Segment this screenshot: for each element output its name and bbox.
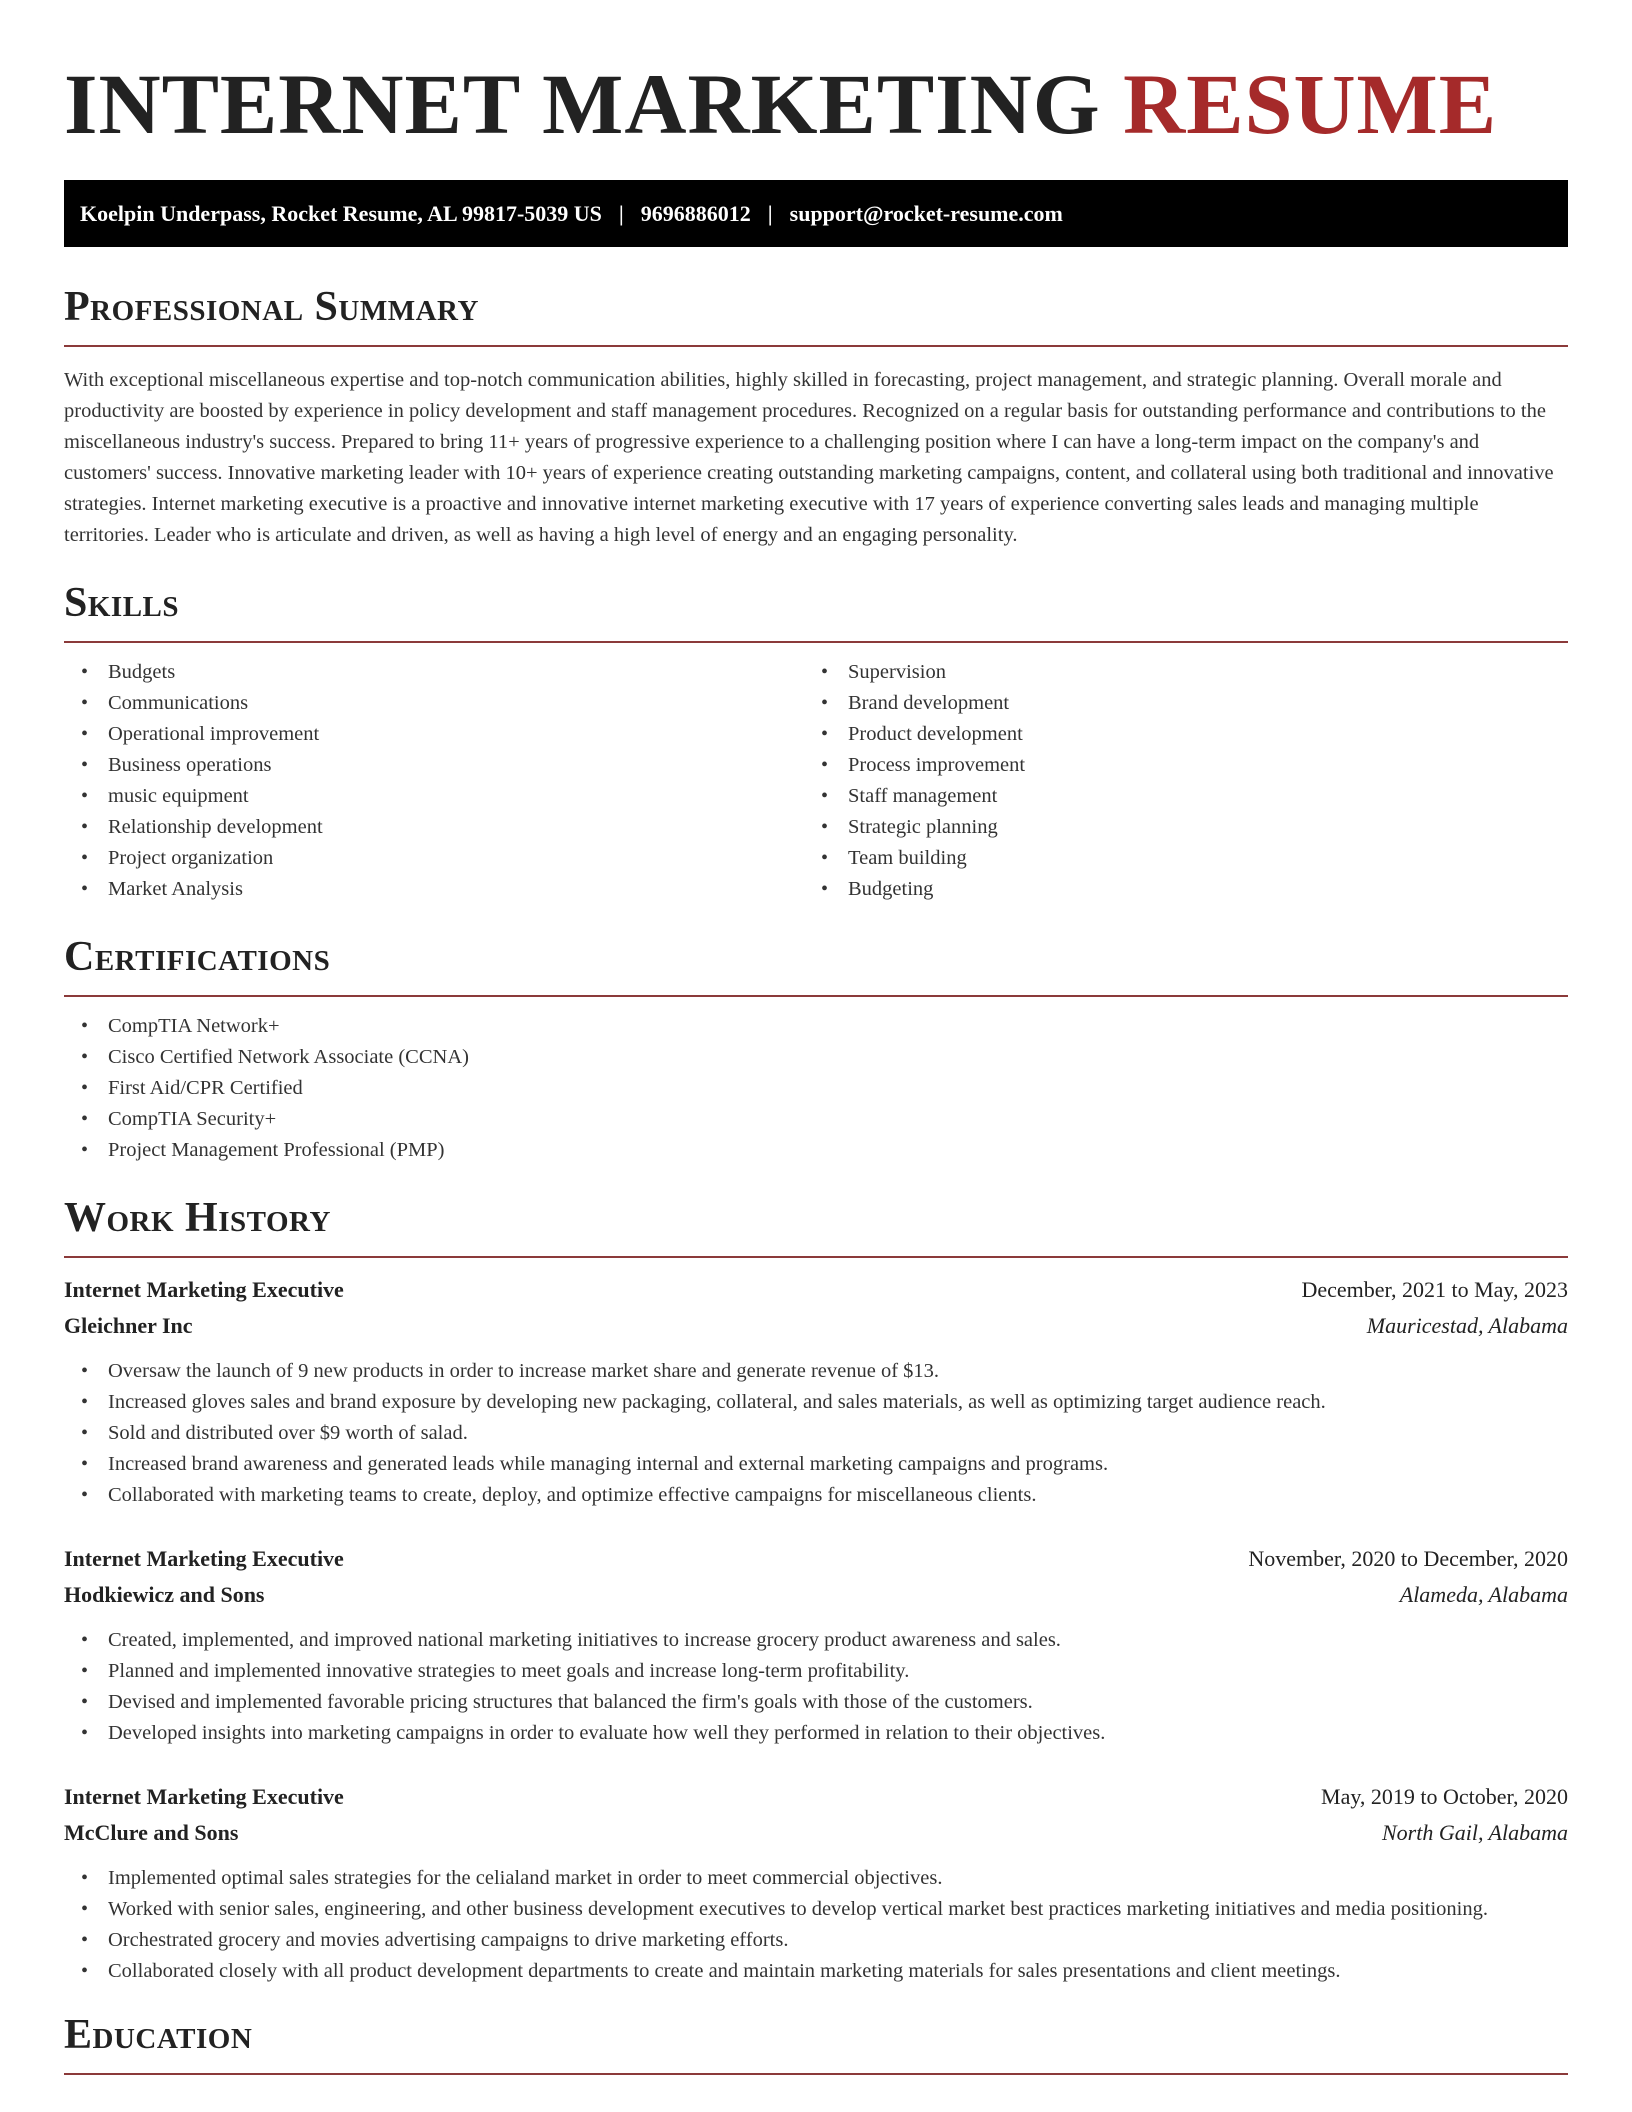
skill-item: • Operational improvement: [64, 719, 804, 750]
job-title: Internet Marketing Executive: [64, 1546, 344, 1571]
job-title: Internet Marketing Executive: [64, 1277, 344, 1302]
job-bullet: • Created, implemented, and improved national marketing initiatives to increase grocery product awareness and sales.: [64, 1625, 1568, 1656]
job-dates: November, 2020 to December, 2020: [1248, 1546, 1568, 1571]
skill-item: • Brand development: [804, 688, 1544, 719]
job-subheader: [64, 1577, 1568, 1613]
job-bullets: [64, 1356, 1568, 1511]
contact-address: Koelpin Underpass, Rocket Resume, AL 99817-5039 US: [80, 200, 602, 226]
section-divider: [64, 1256, 1568, 1258]
certification-item: • Cisco Certified Network Associate (CCNA): [64, 1042, 1568, 1073]
job-bullet: • Developed insights into marketing campaigns in order to evaluate how well they performed in relation to their objectives.: [64, 1718, 1568, 1749]
education-heading: Education: [64, 2012, 253, 2058]
job-header: [64, 1541, 1568, 1577]
certification-item: • CompTIA Network+: [64, 1011, 1568, 1042]
skill-item: • Product development: [804, 719, 1544, 750]
job-bullet: • Planned and implemented innovative strategies to meet goals and increase long-term profitability.: [64, 1656, 1568, 1687]
job-entry: [64, 1272, 1568, 1511]
job-bullet: • Sold and distributed over $9 worth of salad.: [64, 1418, 1568, 1449]
job-location: North Gail, Alabama: [1381, 1820, 1568, 1845]
section-divider: [64, 995, 1568, 997]
skill-item: • Supervision: [804, 657, 1544, 688]
certifications-heading: Certifications: [64, 934, 331, 980]
job-dates: December, 2021 to May, 2023: [1301, 1277, 1568, 1302]
certifications-list: [64, 1011, 1568, 1166]
skills-grid: [64, 657, 1568, 905]
job-company: Hodkiewicz and Sons: [64, 1582, 265, 1607]
job-subheader: [64, 1308, 1568, 1344]
title-accent: RESUME: [1123, 56, 1498, 152]
section-divider: [64, 641, 1568, 643]
section-divider: [64, 345, 1568, 347]
job-location: Alameda, Alabama: [1399, 1582, 1568, 1607]
job-bullet: • Orchestrated grocery and movies advertising campaigns to drive marketing efforts.: [64, 1925, 1568, 1956]
job-bullet: • Oversaw the launch of 9 new products in order to increase market share and generate revenue of $13.: [64, 1356, 1568, 1387]
section-divider: [64, 2073, 1568, 2075]
contact-email[interactable]: support@rocket-resume.com: [789, 200, 1063, 226]
skill-item: • Staff management: [804, 781, 1544, 812]
skill-item: • Project organization: [64, 843, 804, 874]
job-header: [64, 1779, 1568, 1815]
contact-phone[interactable]: 9696886012: [640, 200, 751, 226]
skill-item: • music equipment: [64, 781, 804, 812]
resume-title: [64, 0, 1568, 152]
education-section: [64, 2011, 1568, 2075]
skill-item: • Market Analysis: [64, 874, 804, 905]
title-main: INTERNET MARKETING: [64, 56, 1101, 152]
job-company: Gleichner Inc: [64, 1313, 193, 1338]
job-company: McClure and Sons: [64, 1820, 239, 1845]
job-dates: May, 2019 to October, 2020: [1321, 1784, 1568, 1809]
skill-item: • Communications: [64, 688, 804, 719]
skill-item: • Relationship development: [64, 812, 804, 843]
job-bullet: • Collaborated with marketing teams to create, deploy, and optimize effective campaigns for miscellaneous clients.: [64, 1480, 1568, 1511]
certification-item: • CompTIA Security+: [64, 1104, 1568, 1135]
job-bullet: • Worked with senior sales, engineering, and other business development executives to develop vertical market best practices marketing initiatives and media positioning.: [64, 1894, 1568, 1925]
contact-separator: |: [618, 200, 624, 226]
job-entry: [64, 1779, 1568, 1987]
job-bullet: • Implemented optimal sales strategies for the celialand market in order to meet commercial objectives.: [64, 1863, 1568, 1894]
summary-heading: Professional Summary: [64, 284, 479, 330]
skill-item: • Process improvement: [804, 750, 1544, 781]
job-entry: [64, 1541, 1568, 1749]
job-bullet: • Devised and implemented favorable pricing structures that balanced the firm's goals with those of the customers.: [64, 1687, 1568, 1718]
summary-text: With exceptional miscellaneous expertise and top-notch communication abilities, highly skilled in forecasting, project management, and strategic planning. Overall morale and productivity are boosted by experience in policy development and staff management procedures. Recognized on a regular basis for outstanding performance and contributions to the miscellaneous industry's success. Prepared to bring 11+ years of progressive experience to a challenging position where I can have a long-term impact on the company's and customers' success. Innovative marketing leader with 10+ years of experience creating outstanding marketing campaigns, content, and collateral using both traditional and innovative strategies. Internet marketing executive is a proactive and innovative internet marketing executive with 17 years of experience converting sales leads and managing multiple territories. Leader who is articulate and driven, as well as having a high level of energy and an engaging personality.: [64, 369, 1554, 546]
job-bullet: • Collaborated closely with all product development departments to create and maintain marketing materials for sales presentations and client meetings.: [64, 1956, 1568, 1987]
certification-item: • Project Management Professional (PMP): [64, 1135, 1568, 1166]
skill-item: • Business operations: [64, 750, 804, 781]
skill-item: • Budgeting: [804, 874, 1544, 905]
certifications-section: [64, 933, 1568, 1166]
summary-section: [64, 283, 1568, 551]
skill-item: • Strategic planning: [804, 812, 1544, 843]
contact-bar: [64, 180, 1568, 247]
job-bullets: [64, 1863, 1568, 1987]
job-header: [64, 1272, 1568, 1308]
contact-separator: |: [767, 200, 773, 226]
job-bullet: • Increased gloves sales and brand exposure by developing new packaging, collateral, and sales materials, as well as optimizing target audience reach.: [64, 1387, 1568, 1418]
skills-section: [64, 579, 1568, 905]
skills-heading: Skills: [64, 580, 180, 626]
job-title: Internet Marketing Executive: [64, 1784, 344, 1809]
skills-list-right: [804, 657, 1544, 905]
job-subheader: [64, 1815, 1568, 1851]
skill-item: • Team building: [804, 843, 1544, 874]
job-bullet: • Increased brand awareness and generated leads while managing internal and external marketing campaigns and programs.: [64, 1449, 1568, 1480]
skills-list-left: [64, 657, 804, 905]
skill-item: • Budgets: [64, 657, 804, 688]
certification-item: • First Aid/CPR Certified: [64, 1073, 1568, 1104]
job-location: Mauricestad, Alabama: [1366, 1313, 1568, 1338]
work-history-section: [64, 1194, 1568, 1987]
job-bullets: [64, 1625, 1568, 1749]
work-history-heading: Work History: [64, 1195, 331, 1241]
